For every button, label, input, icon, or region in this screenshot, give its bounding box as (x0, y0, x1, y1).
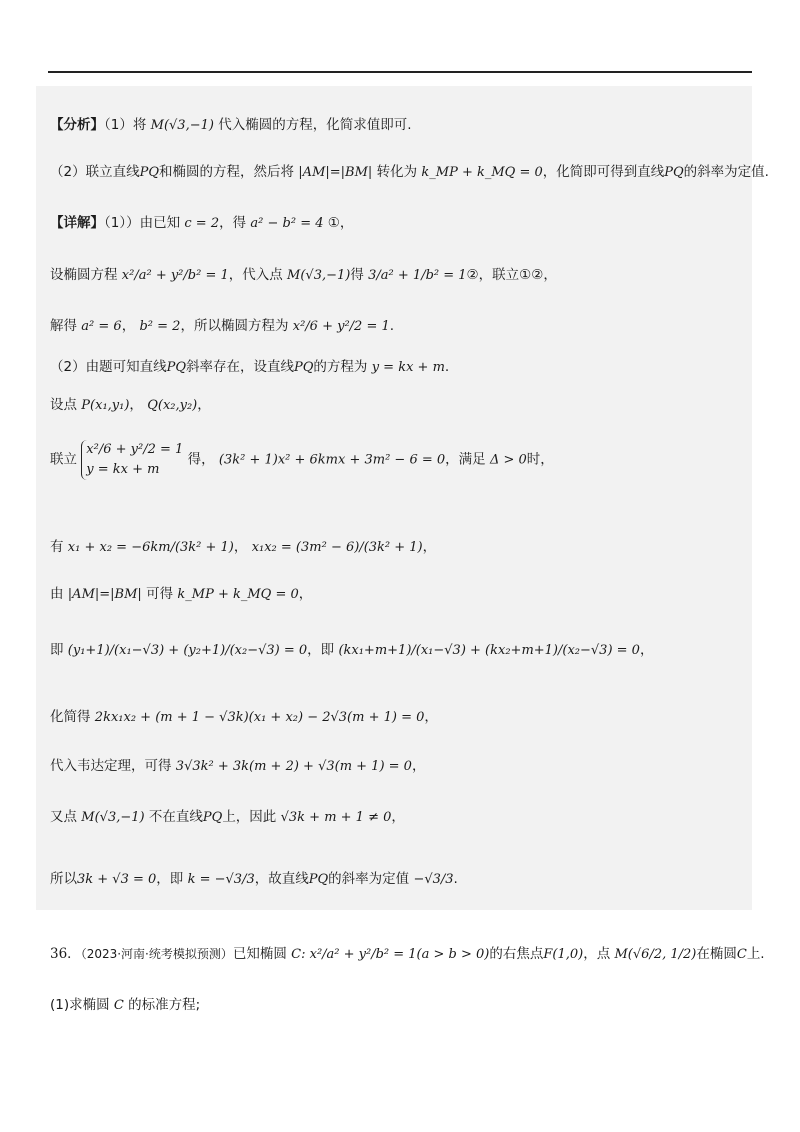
text: ，即 (307, 642, 335, 658)
text: 化简得 (50, 709, 91, 725)
text: 的右焦点 (489, 946, 544, 962)
analysis-line-2 (50, 163, 769, 182)
system-eq-1: x²/6 + y²/2 = 1 (86, 442, 184, 457)
text: 所以 (50, 871, 77, 887)
math-pq: PQ (294, 360, 314, 375)
math-c: c = 2 (184, 216, 220, 231)
text: 即 (50, 642, 64, 658)
text: ， (298, 586, 313, 602)
text: ，代入点 (228, 267, 283, 283)
detail-tag: 【详解】 (50, 215, 104, 231)
math-ab: a² − b² = 4 (250, 216, 324, 231)
text: ， (639, 642, 654, 658)
detail-line-12 (50, 708, 438, 727)
math-focus: F(1,0) (543, 947, 584, 962)
text: 设点 (50, 397, 77, 413)
detail-line-14 (50, 808, 405, 827)
text: ， (129, 397, 143, 413)
text: ，满足 (445, 451, 486, 468)
math-pq: PQ (202, 810, 223, 825)
detail-line-13 (50, 757, 425, 776)
text: ， (197, 397, 211, 413)
text: （2）联立直线 (50, 164, 140, 180)
text: 联立 (50, 451, 77, 468)
text: 和椭圆的方程，然后将 (159, 164, 294, 180)
text: 的斜率为定值. (683, 164, 769, 180)
math-point-p: P(x₁,y₁) (81, 398, 130, 413)
text: ，所以椭圆方程为 (180, 318, 289, 334)
text: ， (411, 758, 426, 774)
text: (1)求椭圆 (50, 997, 110, 1013)
math-point: M(√3,−1) (150, 118, 214, 133)
solution-block (36, 86, 752, 910)
text: 不在直线 (148, 809, 203, 825)
math-a: a² = 6 (81, 319, 122, 334)
math-line-eq: y = kx + m (371, 360, 445, 375)
text: （1）将 (104, 117, 147, 133)
text: ①， (327, 215, 354, 231)
math-not-equal: √3k + m + 1 ≠ 0 (280, 810, 392, 825)
math-b: b² = 2 (139, 319, 181, 334)
math-ellipse: x²/a² + y²/b² = 1 (121, 268, 229, 283)
text: ， (422, 539, 437, 555)
text: 可得 (146, 586, 174, 602)
math-slopes-sub: (kx₁+m+1)/(x₁−√3) + (kx₂+m+1)/(x₂−√3) = 0 (338, 643, 640, 658)
text: 代入韦达定理，可得 (50, 758, 172, 774)
math-vieta-result: 3√3k² + 3k(m + 2) + √3(m + 1) = 0 (175, 759, 412, 774)
math-point-m: M(√6/2, 1/2) (614, 947, 697, 962)
top-rule (48, 71, 752, 73)
text: 得 (350, 267, 364, 283)
math-pq: PQ (139, 165, 159, 180)
math-eq: 3k + √3 = 0 (77, 872, 157, 887)
text: （1））由已知 (104, 215, 181, 231)
text: . (444, 359, 450, 375)
math-slopes: (y₁+1)/(x₁−√3) + (y₂+1)/(x₂−√3) = 0 (67, 643, 308, 658)
text: ， (233, 539, 248, 555)
math-substitution: 3/a² + 1/b² = 1 (368, 268, 467, 283)
text: 的斜率为定值 (328, 871, 410, 887)
text: 由 (50, 586, 64, 602)
math-slope-sum: k_MP + k_MQ = 0 (421, 165, 543, 180)
text: . (453, 871, 458, 887)
math-abs-eq: |AM|=|BM| (298, 165, 373, 180)
math-slope-sum: k_MP + k_MQ = 0 (177, 587, 299, 602)
text: 解得 (50, 318, 77, 334)
math-vieta-product: x₁x₂ = (3m² − 6)/(3k² + 1) (251, 540, 423, 555)
math-final-value: −√3/3 (413, 872, 454, 887)
text: ，化简即可得到直线 (542, 164, 665, 180)
text: 斜率存在，设直线 (186, 359, 294, 375)
detail-line-9 (50, 538, 436, 557)
text: 有 (50, 539, 64, 555)
text: 在椭圆 (696, 946, 737, 962)
math-point-q: Q(x₂,y₂) (147, 398, 198, 413)
detail-line-8 (50, 440, 554, 480)
math-pq: PQ (664, 165, 684, 180)
math-simplified: 2kx₁x₂ + (m + 1 − √3k)(x₁ + x₂) − 2√3(m + 1) = 0 (94, 710, 425, 725)
analysis-tag: 【分析】 (50, 117, 104, 133)
text: ，得 (219, 215, 247, 231)
text: 上. (746, 946, 765, 962)
text: 的方程为 (313, 359, 368, 375)
text: ， (121, 318, 136, 334)
detail-line-11 (50, 641, 653, 660)
text: 又点 (50, 809, 77, 825)
problem-statement (50, 945, 765, 964)
text: （2）由题可知直线 (50, 359, 167, 375)
text: 的标准方程; (128, 997, 201, 1013)
text: ，故直线 (254, 871, 309, 887)
math-c: C (113, 998, 124, 1013)
text: 设椭圆方程 (50, 267, 118, 283)
text: 已知椭圆 (232, 946, 287, 962)
math-vieta-sum: x₁ + x₂ = −6km/(3k² + 1) (67, 540, 234, 555)
math-point: M(√3,−1) (287, 268, 351, 283)
detail-line-10 (50, 585, 312, 604)
detail-line-3 (50, 214, 353, 233)
detail-line-7 (50, 396, 211, 415)
detail-line-6 (50, 358, 449, 377)
analysis-line-1 (50, 116, 412, 135)
math-k-value: k = −√3/3 (187, 872, 255, 887)
text: 转化为 (376, 164, 418, 180)
detail-line-15 (50, 870, 458, 889)
detail-line-4 (50, 266, 557, 285)
math-pq: PQ (308, 872, 329, 887)
math-point: M(√3,−1) (81, 810, 145, 825)
math-ellipse-c: C: x²/a² + y²/b² = 1(a > b > 0) (291, 947, 490, 962)
text: 得， (187, 451, 215, 468)
math-delta: Δ > 0 (489, 452, 527, 468)
text: ②，联立①②， (466, 267, 557, 283)
equation-system (81, 440, 183, 480)
problem-number: 36． (50, 946, 81, 962)
problem-source: （2023·河南·统考模拟预测） (80, 947, 233, 961)
text: 代入椭圆的方程，化简求值即可. (218, 117, 412, 133)
math-abs-eq: |AM|=|BM| (67, 587, 142, 602)
text: ，即 (156, 871, 184, 887)
text: 时， (526, 451, 554, 468)
system-eq-2: y = kx + m (86, 462, 160, 477)
text: ， (391, 809, 405, 825)
math-quadratic: (3k² + 1)x² + 6kmx + 3m² − 6 = 0 (218, 452, 446, 468)
text: . (389, 318, 395, 334)
detail-line-5 (50, 317, 394, 336)
text: 上，因此 (222, 809, 277, 825)
math-ellipse-result: x²/6 + y²/2 = 1 (292, 319, 390, 334)
math-c: C (736, 947, 747, 962)
text: ， (424, 709, 438, 725)
text: ，点 (583, 946, 611, 962)
math-pq: PQ (166, 360, 186, 375)
question-1 (50, 996, 200, 1015)
